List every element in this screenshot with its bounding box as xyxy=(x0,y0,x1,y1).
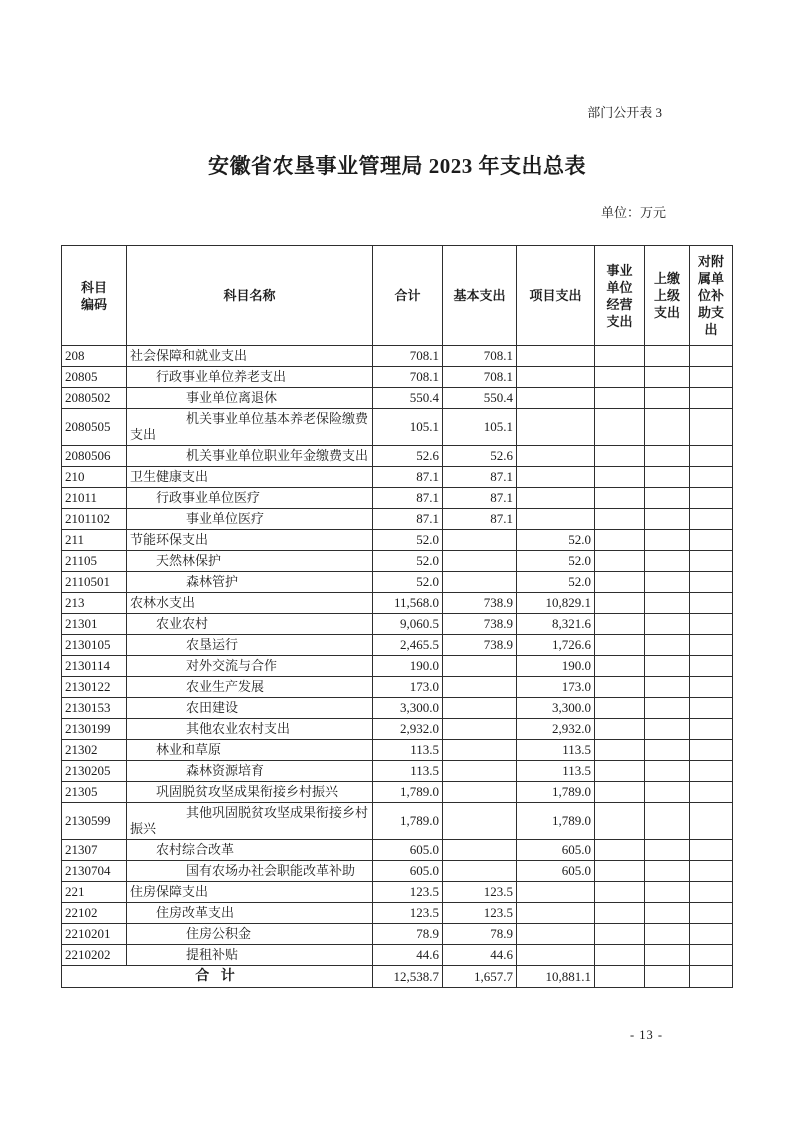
cell-subsidy-expenditure xyxy=(690,572,733,593)
cell-subsidy-expenditure xyxy=(690,656,733,677)
cell-total: 44.6 xyxy=(373,945,443,966)
expenditure-table xyxy=(61,245,733,988)
cell-operating-expenditure xyxy=(595,840,645,861)
cell-subject-code: 2130205 xyxy=(62,761,127,782)
cell-subsidy-expenditure xyxy=(690,740,733,761)
cell-operating-expenditure xyxy=(595,698,645,719)
cell-upper-level-expenditure xyxy=(645,388,690,409)
cell-project-expenditure: 190.0 xyxy=(517,656,595,677)
cell-subject-name: 农业农村 xyxy=(127,614,373,635)
cell-subject-code: 2110501 xyxy=(62,572,127,593)
cell-project-expenditure xyxy=(517,945,595,966)
cell-project-expenditure: 173.0 xyxy=(517,677,595,698)
cell-subject-name: 国有农场办社会职能改革补助 xyxy=(127,861,373,882)
cell-total: 9,060.5 xyxy=(373,614,443,635)
cell-subject-code: 21011 xyxy=(62,488,127,509)
cell-subject-name: 机关事业单位基本养老保险缴费支出 xyxy=(127,409,373,446)
cell-operating-expenditure xyxy=(595,409,645,446)
unit-label: 单位：万元 xyxy=(600,205,666,220)
cell-upper-level-expenditure xyxy=(645,740,690,761)
cell-subject-name: 节能环保支出 xyxy=(127,530,373,551)
cell-subject-code: 208 xyxy=(62,346,127,367)
cell-total: 605.0 xyxy=(373,840,443,861)
cell-subsidy-expenditure xyxy=(690,882,733,903)
cell-basic-expenditure xyxy=(443,656,517,677)
cell-subject-code: 2080505 xyxy=(62,409,127,446)
cell-subject-code: 2130105 xyxy=(62,635,127,656)
cell-subsidy-expenditure xyxy=(690,530,733,551)
cell-operating-expenditure xyxy=(595,572,645,593)
cell-upper-level-expenditure xyxy=(645,467,690,488)
cell-upper-level-expenditure xyxy=(645,551,690,572)
cell-subject-name: 住房改革支出 xyxy=(127,903,373,924)
cell-upper-level-expenditure xyxy=(645,346,690,367)
table-row xyxy=(62,924,733,945)
header-cell-name: 科目名称 xyxy=(127,246,373,346)
cell-subject-name: 对外交流与合作 xyxy=(127,656,373,677)
cell-upper-level-expenditure xyxy=(645,656,690,677)
cell-upper-level-expenditure xyxy=(645,409,690,446)
cell-project-expenditure: 1,789.0 xyxy=(517,782,595,803)
cell-upper-level-expenditure xyxy=(645,782,690,803)
cell-project-expenditure: 8,321.6 xyxy=(517,614,595,635)
cell-basic-expenditure xyxy=(443,840,517,861)
cell-subject-code: 2210201 xyxy=(62,924,127,945)
table-row xyxy=(62,551,733,572)
cell-subject-name: 事业单位医疗 xyxy=(127,509,373,530)
table-row xyxy=(62,656,733,677)
cell-operating-expenditure xyxy=(595,882,645,903)
cell-total: 173.0 xyxy=(373,677,443,698)
table-row xyxy=(62,530,733,551)
cell-operating-expenditure xyxy=(595,551,645,572)
cell-subject-name: 其他农业农村支出 xyxy=(127,719,373,740)
cell-total: 113.5 xyxy=(373,740,443,761)
cell-subsidy-expenditure xyxy=(690,367,733,388)
cell-subject-name: 事业单位离退休 xyxy=(127,388,373,409)
cell-subsidy-expenditure xyxy=(690,409,733,446)
cell-project-expenditure xyxy=(517,467,595,488)
cell-project-expenditure: 3,300.0 xyxy=(517,698,595,719)
cell-total: 87.1 xyxy=(373,467,443,488)
header-cell-upper: 上缴上级支出 xyxy=(645,246,690,346)
cell-basic-expenditure xyxy=(443,761,517,782)
cell-total: 3,300.0 xyxy=(373,698,443,719)
cell-upper-level-expenditure xyxy=(645,593,690,614)
cell-project-expenditure xyxy=(517,882,595,903)
header-cell-basic: 基本支出 xyxy=(443,246,517,346)
cell-basic-expenditure: 87.1 xyxy=(443,509,517,530)
table-row xyxy=(62,719,733,740)
cell-subject-name: 森林资源培育 xyxy=(127,761,373,782)
header-cell-operating: 事业单位经营支出 xyxy=(595,246,645,346)
cell-operating-expenditure xyxy=(595,635,645,656)
cell-total: 2,465.5 xyxy=(373,635,443,656)
cell-basic-expenditure xyxy=(443,782,517,803)
cell-basic-expenditure: 738.9 xyxy=(443,635,517,656)
cell-project-expenditure xyxy=(517,346,595,367)
cell-total: 78.9 xyxy=(373,924,443,945)
cell-project-expenditure: 52.0 xyxy=(517,572,595,593)
cell-project-expenditure: 605.0 xyxy=(517,861,595,882)
cell-subsidy-expenditure xyxy=(690,488,733,509)
cell-subsidy-expenditure xyxy=(690,945,733,966)
cell-basic-expenditure xyxy=(443,677,517,698)
cell-operating-expenditure xyxy=(595,924,645,945)
cell-operating-expenditure xyxy=(595,782,645,803)
cell-basic-expenditure: 738.9 xyxy=(443,614,517,635)
cell-subject-code: 2130153 xyxy=(62,698,127,719)
cell-upper-level-expenditure xyxy=(645,677,690,698)
cell-subject-code: 2130599 xyxy=(62,803,127,840)
cell-subject-code: 2130704 xyxy=(62,861,127,882)
cell-subsidy-expenditure xyxy=(690,861,733,882)
cell-total: 1,789.0 xyxy=(373,782,443,803)
cell-operating-expenditure xyxy=(595,614,645,635)
table-row xyxy=(62,409,733,446)
table-row xyxy=(62,740,733,761)
cell-subject-code: 210 xyxy=(62,467,127,488)
table-row xyxy=(62,677,733,698)
cell-upper-level-expenditure xyxy=(645,614,690,635)
cell-total: 52.0 xyxy=(373,551,443,572)
cell-operating-expenditure xyxy=(595,761,645,782)
cell-upper-level-expenditure xyxy=(645,509,690,530)
cell-subsidy-expenditure xyxy=(690,924,733,945)
cell-upper-level-expenditure xyxy=(645,572,690,593)
cell-total: 113.5 xyxy=(373,761,443,782)
cell-subject-code: 21105 xyxy=(62,551,127,572)
cell-upper-level-expenditure xyxy=(645,446,690,467)
cell-subject-name: 天然林保护 xyxy=(127,551,373,572)
cell-subsidy-expenditure xyxy=(690,446,733,467)
cell-subject-name: 住房公积金 xyxy=(127,924,373,945)
cell-operating-expenditure xyxy=(595,446,645,467)
cell-upper-level-expenditure xyxy=(645,882,690,903)
cell-subject-code: 21305 xyxy=(62,782,127,803)
cell-subsidy-expenditure xyxy=(690,388,733,409)
cell-subject-name: 机关事业单位职业年金缴费支出 xyxy=(127,446,373,467)
cell-project-expenditure: 1,789.0 xyxy=(517,803,595,840)
cell-total: 123.5 xyxy=(373,903,443,924)
cell-upper-level-expenditure xyxy=(645,367,690,388)
cell-upper-level-expenditure xyxy=(645,861,690,882)
total-row xyxy=(62,966,733,988)
cell-operating-expenditure xyxy=(595,945,645,966)
cell-basic-expenditure: 52.6 xyxy=(443,446,517,467)
cell-basic-expenditure: 123.5 xyxy=(443,882,517,903)
cell-subject-code: 21302 xyxy=(62,740,127,761)
cell-subject-name: 农垦运行 xyxy=(127,635,373,656)
header-cell-subsidy: 对附属单位补助支出 xyxy=(690,246,733,346)
cell-subject-name: 农村综合改革 xyxy=(127,840,373,861)
cell-subject-name: 农林水支出 xyxy=(127,593,373,614)
cell-project-expenditure: 113.5 xyxy=(517,761,595,782)
cell-subject-code: 20805 xyxy=(62,367,127,388)
cell-total: 2,932.0 xyxy=(373,719,443,740)
cell-subsidy-expenditure xyxy=(690,346,733,367)
cell-subject-name: 住房保障支出 xyxy=(127,882,373,903)
cell-subject-code: 2130199 xyxy=(62,719,127,740)
table-row xyxy=(62,782,733,803)
table-row xyxy=(62,698,733,719)
table-row xyxy=(62,614,733,635)
cell-basic-expenditure xyxy=(443,740,517,761)
cell-upper-level-expenditure xyxy=(645,924,690,945)
table-row xyxy=(62,346,733,367)
cell-subsidy-expenditure xyxy=(690,719,733,740)
table-row xyxy=(62,945,733,966)
table-row xyxy=(62,446,733,467)
cell-upper-level-expenditure xyxy=(645,840,690,861)
cell-basic-expenditure xyxy=(443,719,517,740)
cell-subsidy-expenditure xyxy=(690,467,733,488)
cell-subsidy-expenditure xyxy=(690,803,733,840)
table-row xyxy=(62,903,733,924)
cell-operating-expenditure xyxy=(595,656,645,677)
cell-basic-expenditure: 78.9 xyxy=(443,924,517,945)
header-cell-total: 合计 xyxy=(373,246,443,346)
total-cell-subsidy xyxy=(690,966,733,988)
cell-total: 11,568.0 xyxy=(373,593,443,614)
cell-subject-code: 21301 xyxy=(62,614,127,635)
cell-upper-level-expenditure xyxy=(645,635,690,656)
cell-subsidy-expenditure xyxy=(690,635,733,656)
cell-project-expenditure xyxy=(517,903,595,924)
cell-subject-code: 213 xyxy=(62,593,127,614)
table-header xyxy=(62,246,733,346)
table-row xyxy=(62,840,733,861)
cell-project-expenditure: 10,829.1 xyxy=(517,593,595,614)
cell-total: 1,789.0 xyxy=(373,803,443,840)
cell-total: 105.1 xyxy=(373,409,443,446)
cell-operating-expenditure xyxy=(595,467,645,488)
total-cell-upper xyxy=(645,966,690,988)
cell-total: 52.6 xyxy=(373,446,443,467)
cell-total: 52.0 xyxy=(373,530,443,551)
table-row xyxy=(62,572,733,593)
cell-basic-expenditure: 708.1 xyxy=(443,367,517,388)
cell-basic-expenditure: 87.1 xyxy=(443,488,517,509)
cell-operating-expenditure xyxy=(595,509,645,530)
cell-total: 550.4 xyxy=(373,388,443,409)
table-row xyxy=(62,509,733,530)
cell-project-expenditure xyxy=(517,409,595,446)
cell-project-expenditure: 605.0 xyxy=(517,840,595,861)
cell-upper-level-expenditure xyxy=(645,488,690,509)
cell-basic-expenditure: 550.4 xyxy=(443,388,517,409)
cell-basic-expenditure xyxy=(443,551,517,572)
cell-basic-expenditure: 708.1 xyxy=(443,346,517,367)
cell-subject-code: 2080502 xyxy=(62,388,127,409)
cell-project-expenditure xyxy=(517,446,595,467)
cell-subject-name: 行政事业单位养老支出 xyxy=(127,367,373,388)
cell-total: 190.0 xyxy=(373,656,443,677)
cell-operating-expenditure xyxy=(595,593,645,614)
cell-basic-expenditure: 105.1 xyxy=(443,409,517,446)
cell-basic-expenditure: 123.5 xyxy=(443,903,517,924)
cell-subject-name: 社会保障和就业支出 xyxy=(127,346,373,367)
cell-operating-expenditure xyxy=(595,388,645,409)
header-row xyxy=(62,246,733,346)
table-row xyxy=(62,488,733,509)
cell-operating-expenditure xyxy=(595,803,645,840)
cell-project-expenditure xyxy=(517,367,595,388)
cell-subject-code: 2080506 xyxy=(62,446,127,467)
table-row xyxy=(62,861,733,882)
cell-subsidy-expenditure xyxy=(690,698,733,719)
cell-total: 52.0 xyxy=(373,572,443,593)
cell-total: 87.1 xyxy=(373,509,443,530)
total-cell-project: 10,881.1 xyxy=(517,966,595,988)
cell-total: 123.5 xyxy=(373,882,443,903)
cell-upper-level-expenditure xyxy=(645,530,690,551)
cell-subject-code: 2130114 xyxy=(62,656,127,677)
cell-subject-name: 森林管护 xyxy=(127,572,373,593)
cell-project-expenditure xyxy=(517,509,595,530)
cell-operating-expenditure xyxy=(595,530,645,551)
cell-subsidy-expenditure xyxy=(690,614,733,635)
cell-project-expenditure: 113.5 xyxy=(517,740,595,761)
cell-subject-name: 提租补贴 xyxy=(127,945,373,966)
cell-subsidy-expenditure xyxy=(690,551,733,572)
cell-subject-name: 其他巩固脱贫攻坚成果衔接乡村振兴 xyxy=(127,803,373,840)
cell-subject-code: 2210202 xyxy=(62,945,127,966)
total-cell-operating xyxy=(595,966,645,988)
table-footer xyxy=(62,966,733,988)
cell-subsidy-expenditure xyxy=(690,761,733,782)
cell-project-expenditure: 1,726.6 xyxy=(517,635,595,656)
cell-basic-expenditure: 44.6 xyxy=(443,945,517,966)
cell-upper-level-expenditure xyxy=(645,903,690,924)
table-row xyxy=(62,593,733,614)
cell-project-expenditure: 52.0 xyxy=(517,551,595,572)
cell-operating-expenditure xyxy=(595,346,645,367)
header-cell-project: 项目支出 xyxy=(517,246,595,346)
cell-subject-code: 21307 xyxy=(62,840,127,861)
cell-basic-expenditure: 738.9 xyxy=(443,593,517,614)
cell-subsidy-expenditure xyxy=(690,593,733,614)
cell-project-expenditure: 2,932.0 xyxy=(517,719,595,740)
total-cell-total: 12,538.7 xyxy=(373,966,443,988)
cell-basic-expenditure xyxy=(443,698,517,719)
cell-subject-code: 221 xyxy=(62,882,127,903)
cell-upper-level-expenditure xyxy=(645,945,690,966)
cell-subject-code: 2101102 xyxy=(62,509,127,530)
total-cell-basic: 1,657.7 xyxy=(443,966,517,988)
cell-operating-expenditure xyxy=(595,488,645,509)
table-row xyxy=(62,803,733,840)
table-row xyxy=(62,635,733,656)
cell-subject-name: 林业和草原 xyxy=(127,740,373,761)
cell-project-expenditure xyxy=(517,488,595,509)
cell-subject-name: 行政事业单位医疗 xyxy=(127,488,373,509)
cell-upper-level-expenditure xyxy=(645,803,690,840)
table-row xyxy=(62,467,733,488)
cell-subsidy-expenditure xyxy=(690,509,733,530)
cell-subject-code: 2130122 xyxy=(62,677,127,698)
cell-total: 708.1 xyxy=(373,346,443,367)
cell-basic-expenditure xyxy=(443,803,517,840)
cell-subject-name: 卫生健康支出 xyxy=(127,467,373,488)
page-number: - 13 - xyxy=(630,1028,664,1042)
page-title: 安徽省农垦事业管理局 2023 年支出总表 xyxy=(208,154,586,178)
table-row xyxy=(62,882,733,903)
cell-total: 605.0 xyxy=(373,861,443,882)
cell-subject-code: 22102 xyxy=(62,903,127,924)
cell-basic-expenditure xyxy=(443,530,517,551)
cell-operating-expenditure xyxy=(595,677,645,698)
table-body xyxy=(62,346,733,966)
cell-total: 708.1 xyxy=(373,367,443,388)
cell-subject-name: 巩固脱贫攻坚成果衔接乡村振兴 xyxy=(127,782,373,803)
cell-basic-expenditure: 87.1 xyxy=(443,467,517,488)
table-row xyxy=(62,388,733,409)
cell-operating-expenditure xyxy=(595,903,645,924)
cell-subsidy-expenditure xyxy=(690,840,733,861)
cell-subsidy-expenditure xyxy=(690,903,733,924)
cell-operating-expenditure xyxy=(595,861,645,882)
cell-project-expenditure xyxy=(517,924,595,945)
cell-project-expenditure xyxy=(517,388,595,409)
cell-basic-expenditure xyxy=(443,861,517,882)
cell-operating-expenditure xyxy=(595,740,645,761)
cell-subject-code: 211 xyxy=(62,530,127,551)
cell-subsidy-expenditure xyxy=(690,782,733,803)
cell-subject-name: 农田建设 xyxy=(127,698,373,719)
table-row xyxy=(62,761,733,782)
total-label: 合 计 xyxy=(62,966,373,988)
cell-upper-level-expenditure xyxy=(645,698,690,719)
cell-basic-expenditure xyxy=(443,572,517,593)
header-cell-code: 科目编码 xyxy=(62,246,127,346)
cell-operating-expenditure xyxy=(595,719,645,740)
cell-subject-name: 农业生产发展 xyxy=(127,677,373,698)
cell-upper-level-expenditure xyxy=(645,761,690,782)
cell-subsidy-expenditure xyxy=(690,677,733,698)
cell-operating-expenditure xyxy=(595,367,645,388)
doc-label: 部门公开表 3 xyxy=(587,105,662,120)
cell-project-expenditure: 52.0 xyxy=(517,530,595,551)
cell-upper-level-expenditure xyxy=(645,719,690,740)
cell-total: 87.1 xyxy=(373,488,443,509)
table-row xyxy=(62,367,733,388)
